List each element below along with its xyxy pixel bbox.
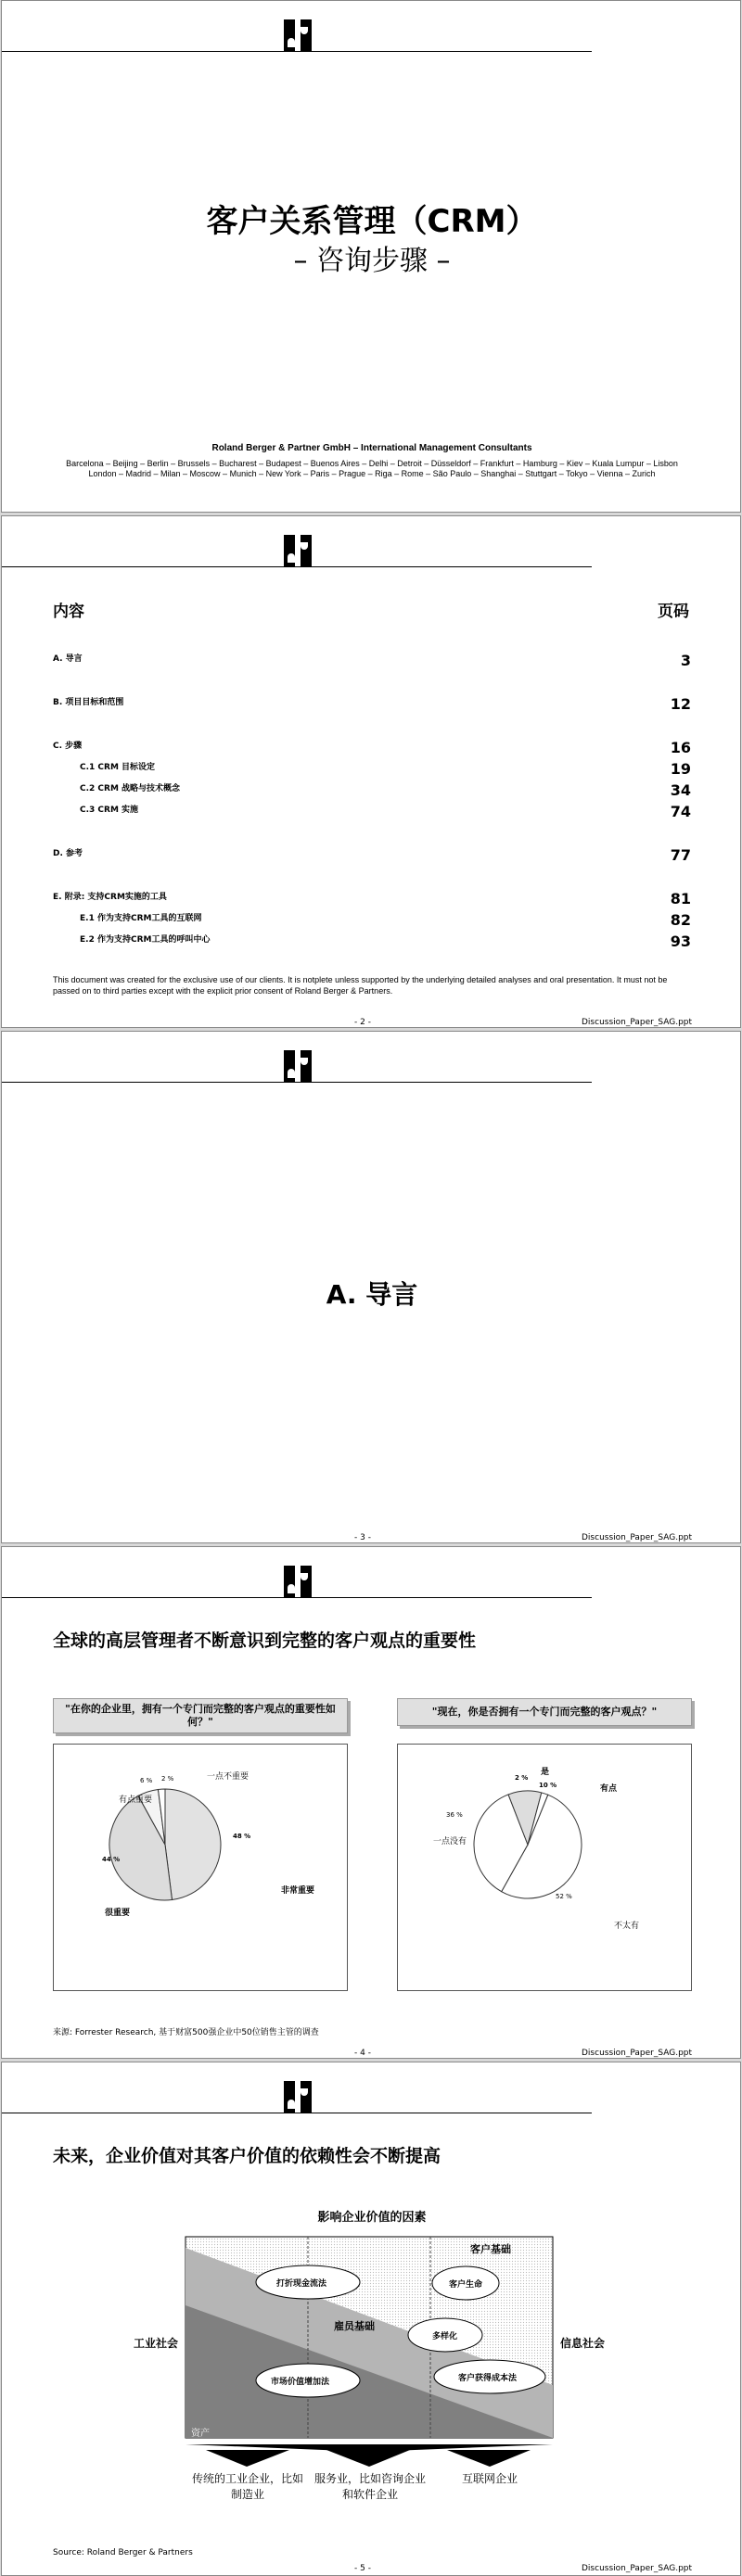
page-number: - 4 - — [354, 2049, 371, 2058]
rb-logo-icon — [284, 1566, 312, 1597]
arrow-3 — [447, 2450, 531, 2467]
file-name: Discussion_Paper_SAG.ppt — [582, 2564, 693, 2573]
slide-3 — [1, 1031, 741, 1543]
toc-item[interactable]: D. 参考 77 — [53, 846, 691, 864]
disclaimer-text: This document was created for the exclusive use of our clients. It is notplete unless supported by the underlying detailed analyses and oral presentation. It must not be passed on to third parties except with the explicit prior consent of Roland Berger & Partners. — [53, 975, 668, 996]
slide-2 — [1, 515, 741, 1028]
assets-label: 资产 — [191, 2429, 210, 2439]
pct-somewhat-important: 6 % — [140, 1777, 153, 1784]
cities-line-2: London – Madrid – Milan – Moscow – Munich – New York – Paris – Prague – Riga – Rome – São Paulo – Shanghai – Stuttgart – Tokyo – Vienna – Zurich — [88, 469, 656, 478]
header-rule — [2, 1597, 592, 1598]
employee-base-label: 雇员基础 — [334, 2320, 375, 2332]
customer-base-label: 客户基础 — [470, 2243, 511, 2255]
chart-panel-1 — [53, 1744, 348, 1991]
question-box-2: "现在，你是否拥有一个专门而完整的客户观点？" — [397, 1698, 692, 1726]
cities-line-1: Barcelona – Beijing – Berlin – Brussels – Bucharest – Budapest – Buenos Aires – Delhi – Detroit – Düsseldorf – Frankfurt – Hamburg – Kiev – Kuala Lumpur – Lisbon — [66, 459, 678, 468]
legend-quite-important: 很重要 — [105, 1909, 131, 1918]
toc-item[interactable]: C. 步骤 16 — [53, 739, 691, 756]
pct-none: 36 % — [446, 1811, 463, 1819]
header-rule — [2, 566, 592, 567]
pct-not-important: 2 % — [161, 1775, 174, 1783]
toc-item[interactable]: C.1 CRM 目标设定 19 — [80, 760, 691, 778]
pct-yes: 2 % — [515, 1774, 529, 1782]
pct-somewhat: 10 % — [539, 1782, 557, 1789]
header-rule — [2, 1082, 592, 1083]
rb-logo-icon — [284, 535, 312, 566]
slide-5 — [1, 2062, 741, 2576]
slide-4 — [1, 1546, 741, 2059]
oval-customer-life-text: 客户生命 — [449, 2280, 483, 2290]
slide-title: 全球的高层管理者不断意识到完整的客户观点的重要性 — [53, 1631, 477, 1651]
rb-logo-icon — [284, 19, 312, 51]
source-note: Source: Roland Berger & Partners — [53, 2548, 193, 2557]
oval-acquisition-cost-text: 客户获得成本法 — [458, 2374, 518, 2383]
diagram-title: 影响企业价值的因素 — [317, 2211, 427, 2225]
pie-slice-very-important — [165, 1789, 221, 1900]
oval-market-value-text: 市场价值增加法 — [271, 2378, 330, 2387]
industrial-society-label: 工业社会 — [134, 2337, 179, 2350]
legend-not-important: 一点不重要 — [207, 1772, 249, 1782]
toc-item[interactable]: C.3 CRM 实施 74 — [80, 803, 691, 820]
legend-somewhat: 有点 — [600, 1784, 618, 1794]
cover-subtitle: – 咨询步骤 – — [293, 245, 451, 277]
header-rule — [2, 51, 592, 52]
question-box-1: "在你的企业里，拥有一个专门而完整的客户观点的重要性如何？" — [53, 1698, 348, 1733]
page-number: - 3 - — [354, 1533, 371, 1542]
oval-diversify-text: 多样化 — [432, 2332, 458, 2341]
toc-header-contents: 内容 — [53, 603, 84, 621]
pct-quite-important: 44 % — [102, 1856, 121, 1863]
bottom-label-3: 互联网企业 — [461, 2472, 518, 2485]
pie-chart-importance — [54, 1745, 347, 1990]
section-title: A. 导言 — [326, 1279, 418, 1310]
legend-very-important: 非常重要 — [281, 1886, 315, 1896]
source-note: 来源: Forrester Research, 基于财富500强企业中50位销售主管的调查 — [53, 2028, 319, 2037]
office-cities — [39, 459, 705, 479]
toc-item[interactable]: A. 导言 3 — [53, 652, 691, 669]
arrow-1 — [206, 2450, 289, 2467]
slide-title: 未来，企业价值对其客户价值的依赖性会不断提高 — [53, 2146, 441, 2166]
page-number: - 2 - — [354, 1018, 371, 1027]
toc-item[interactable]: E. 附录: 支持CRM实施的工具 81 — [53, 890, 691, 907]
page-number: - 5 - — [354, 2564, 371, 2573]
toc-header-page: 页码 — [658, 603, 689, 621]
toc-item[interactable]: E.2 作为支持CRM工具的呼叫中心 93 — [80, 933, 691, 950]
legend-somewhat-important: 有点重要 — [119, 1796, 153, 1805]
information-society-label: 信息社会 — [560, 2337, 606, 2350]
company-name: Roland Berger & Partner GmbH – International Management Consultants — [211, 443, 532, 453]
rb-logo-icon — [284, 1050, 312, 1082]
oval-discount-text: 打折现金流法 — [276, 2279, 327, 2289]
cover-title: 客户关系管理（CRM） — [206, 203, 538, 240]
toc-item[interactable]: C.2 CRM 战略与技术概念 34 — [80, 781, 691, 799]
slide-1 — [1, 0, 741, 513]
arrow-2 — [326, 2450, 410, 2467]
bottom-label-2: 服务业，比如咨询企业和软件企业 — [313, 2472, 426, 2501]
toc-item[interactable]: E.1 作为支持CRM工具的互联网 82 — [80, 911, 691, 929]
file-name: Discussion_Paper_SAG.ppt — [582, 1018, 693, 1027]
legend-not-really: 不太有 — [614, 1922, 640, 1931]
legend-none: 一点没有 — [433, 1837, 467, 1846]
legend-yes: 是 — [541, 1768, 550, 1777]
pct-not-really: 52 % — [556, 1893, 572, 1900]
chart-panel-2 — [397, 1744, 692, 1991]
file-name: Discussion_Paper_SAG.ppt — [582, 1533, 693, 1542]
toc-item[interactable]: B. 项目目标和范围 12 — [53, 695, 691, 713]
bottom-label-1: 传统的工业企业，比如制造业 — [191, 2472, 303, 2501]
pct-very-important: 48 % — [233, 1833, 251, 1840]
file-name: Discussion_Paper_SAG.ppt — [582, 2049, 693, 2058]
